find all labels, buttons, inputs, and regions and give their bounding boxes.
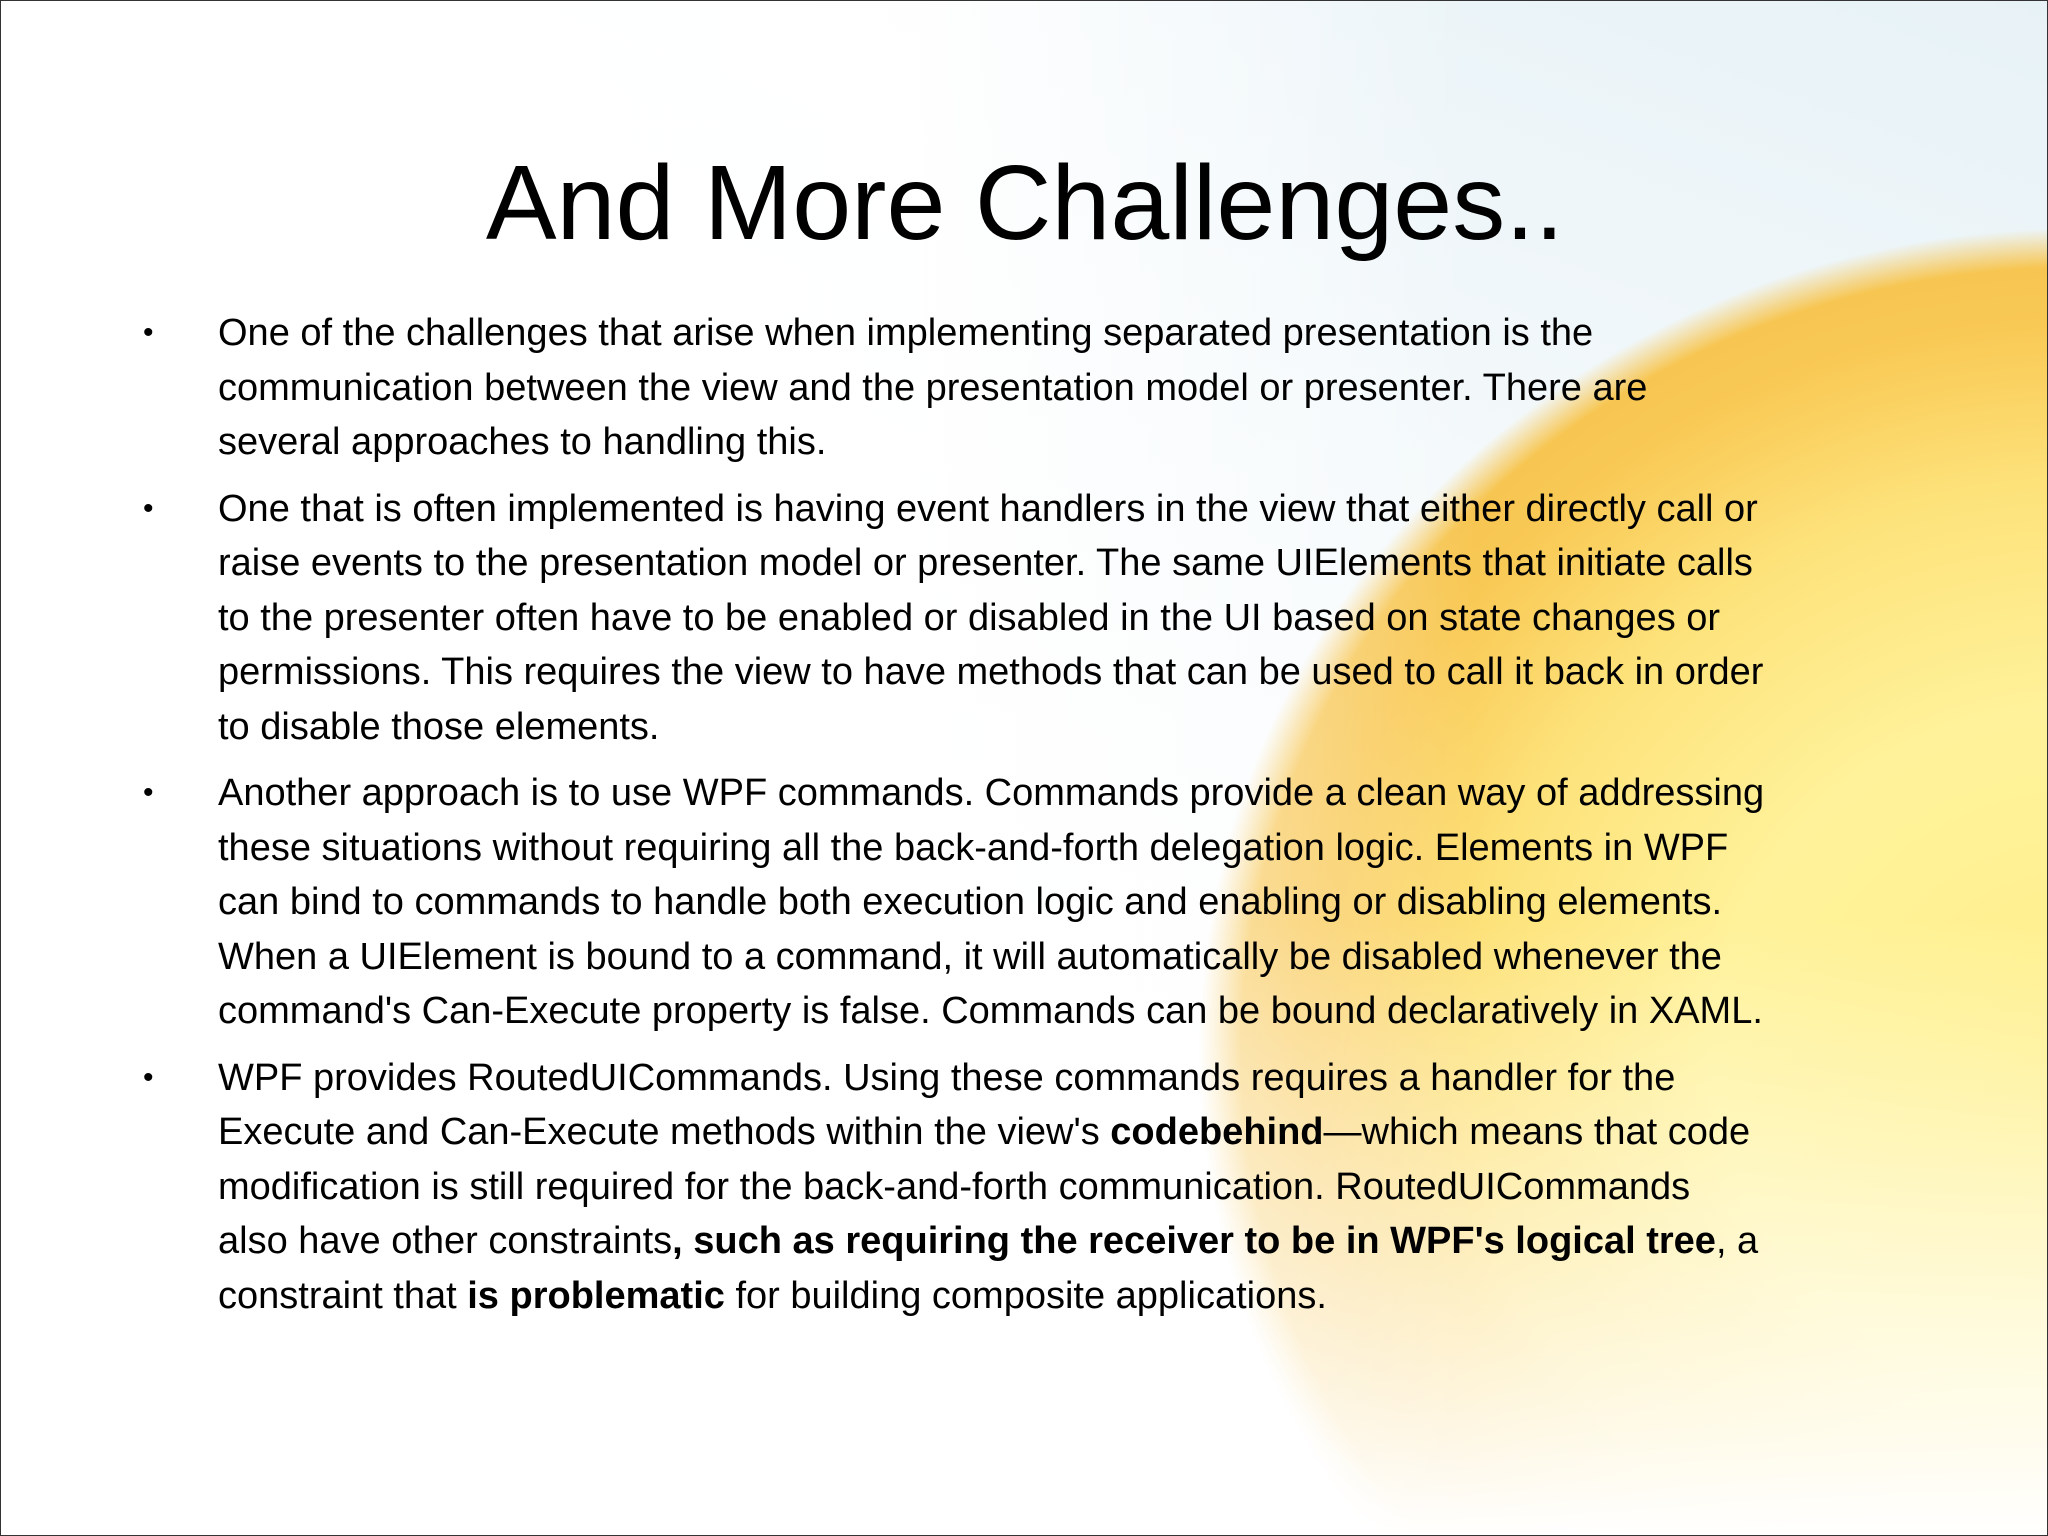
bullet-line: [218, 984, 2048, 1039]
bullet-line: [218, 875, 2048, 930]
bullet-line: [218, 536, 2048, 591]
text-segment: several approaches to handling this.: [218, 421, 827, 463]
text-segment: command's Can-Execute property is false. Commands can be bound declaratively in XAML.: [218, 990, 1763, 1032]
bullet-line: [218, 415, 2048, 470]
bullet-dot-icon: •: [143, 316, 154, 349]
bullet-dot-icon: •: [143, 1060, 154, 1094]
text-segment: One of the challenges that arise when implementing separated presentation is the: [218, 312, 1594, 354]
bullet-list: [1, 306, 2048, 1335]
bullet-line: [218, 361, 2048, 416]
bullet-item: [1, 1051, 2048, 1324]
bold-text: codebehind: [1110, 1111, 1324, 1153]
bullet-dot-icon: •: [143, 491, 154, 525]
bullet-item: [1, 766, 2048, 1039]
text-segment: WPF provides RoutedUICommands. Using these commands requires a handler for the: [218, 1056, 1676, 1099]
bullet-line: [218, 645, 2048, 700]
text-segment: for building composite applications.: [724, 1274, 1327, 1317]
text-segment: Execute and Can-Execute methods within the view's: [218, 1111, 1111, 1153]
bullet-line: [218, 700, 2048, 755]
text-segment: also have other constraints: [218, 1220, 673, 1262]
bullet-line: [218, 1214, 2048, 1269]
bullet-line: [218, 482, 2048, 537]
text-segment: modification is still required for the back-and-forth communication. RoutedUICommands: [218, 1165, 1691, 1208]
text-segment: communication between the view and the presentation model or presenter. There are: [218, 366, 1648, 409]
text-segment: constraint that: [218, 1274, 468, 1317]
bold-text: is problematic: [467, 1274, 725, 1317]
bullet-dot-icon: •: [143, 776, 154, 809]
text-segment: When a UIElement is bound to a command, it will automatically be disabled whenever the: [218, 935, 1722, 978]
bullet-line: [218, 1051, 2048, 1106]
bullet-line: [218, 306, 2048, 361]
bullet-line: [218, 1105, 2048, 1160]
text-segment: Another approach is to use WPF commands. Commands provide a clean way of addressing: [218, 772, 1765, 814]
bullet-item: [1, 306, 2048, 470]
bullet-item: [1, 482, 2048, 755]
bullet-line: [218, 821, 2048, 876]
text-segment: One that is often implemented is having event handlers in the view that either directly call or: [218, 487, 1758, 530]
bullet-line: [218, 766, 2048, 821]
bold-text: , such as requiring the receiver to be in WPF's logical tree: [672, 1220, 1716, 1262]
bullet-line: [218, 930, 2048, 985]
text-segment: to disable those elements.: [218, 705, 660, 748]
slide-title: And More Challenges..: [485, 144, 1565, 262]
text-segment: to the presenter often have to be enabled or disabled in the UI based on state changes or: [218, 596, 1721, 639]
text-segment: can bind to commands to handle both execution logic and enabling or disabling elements.: [218, 881, 1723, 923]
bullet-line: [218, 1160, 2048, 1215]
text-segment: these situations without requiring all the back-and-forth delegation logic. Elements in WPF: [218, 826, 1729, 869]
text-segment: raise events to the presentation model or presenter. The same UIElements that initiate calls: [218, 542, 1753, 584]
text-segment: , a: [1715, 1220, 1759, 1262]
bullet-line: [218, 1269, 2048, 1324]
bullet-line: [218, 591, 2048, 646]
text-segment: —which means that code: [1323, 1111, 1751, 1153]
text-segment: permissions. This requires the view to have methods that can be used to call it back in order: [218, 651, 1764, 693]
